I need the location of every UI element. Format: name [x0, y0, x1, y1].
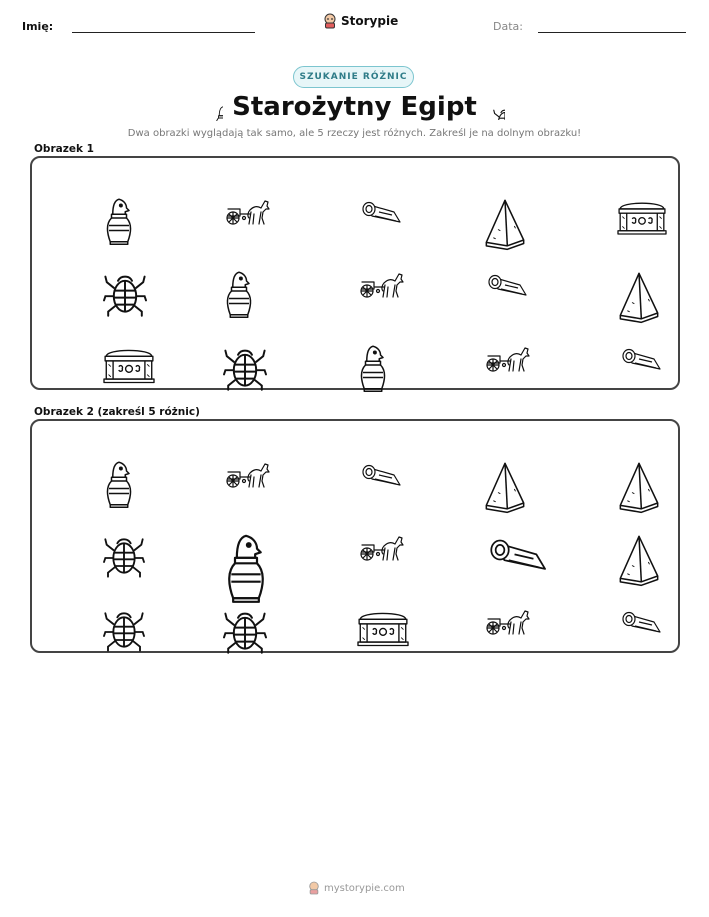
- chariot-icon[interactable]: [460, 328, 508, 362]
- canopic-jar-icon[interactable]: [89, 174, 119, 222]
- storypie-mascot-icon: [308, 881, 320, 895]
- date-label: Data:: [493, 20, 523, 33]
- scarab-icon[interactable]: [84, 585, 124, 631]
- footer-url[interactable]: mystorypie.com: [324, 882, 405, 894]
- scarab-icon[interactable]: [84, 511, 124, 557]
- chariot-icon[interactable]: [334, 254, 382, 288]
- chariot-icon[interactable]: [200, 181, 248, 215]
- picture2-panel: [30, 419, 680, 653]
- canopic-jar-icon[interactable]: [89, 437, 119, 485]
- canopic-jar-icon[interactable]: [209, 247, 239, 295]
- treasure-chest-icon[interactable]: [79, 326, 129, 364]
- scarab-icon[interactable]: [203, 584, 245, 632]
- pyramid-icon[interactable]: [597, 243, 639, 300]
- pyramid-icon[interactable]: [597, 506, 639, 563]
- name-label: Imię:: [22, 20, 54, 33]
- brand-name: Storypie: [341, 14, 399, 28]
- footer: [308, 881, 405, 895]
- name-line[interactable]: [72, 32, 255, 33]
- activity-badge: SZUKANIE RÓŻNIC: [293, 66, 414, 88]
- brand-logo: [323, 13, 398, 29]
- picture2-label: Obrazek 2 (zakreśl 5 różnic): [34, 406, 200, 418]
- date-line[interactable]: [538, 32, 686, 33]
- chariot-icon[interactable]: [334, 517, 382, 551]
- storypie-mascot-icon: [323, 13, 337, 29]
- scroll-icon[interactable]: [452, 512, 516, 556]
- scroll-icon[interactable]: [596, 593, 640, 623]
- treasure-chest-icon[interactable]: [333, 589, 383, 627]
- scroll-icon[interactable]: [462, 256, 506, 286]
- picture1-label: Obrazek 1: [34, 143, 94, 155]
- scroll-icon[interactable]: [336, 183, 380, 213]
- scroll-icon[interactable]: [336, 446, 380, 476]
- scarab-icon[interactable]: [83, 247, 125, 295]
- pyramid-icon[interactable]: [463, 433, 505, 490]
- canopic-jar-icon[interactable]: [343, 321, 373, 369]
- picture1-panel: [30, 156, 680, 390]
- canopic-jar-icon[interactable]: [202, 499, 246, 569]
- scroll-icon[interactable]: [596, 330, 640, 360]
- pyramid-icon[interactable]: [463, 170, 505, 227]
- chariot-icon[interactable]: [460, 591, 508, 625]
- pyramid-icon[interactable]: [597, 433, 639, 490]
- treasure-chest-icon[interactable]: [594, 180, 642, 216]
- title-scarab-icon: [481, 94, 505, 124]
- scarab-icon[interactable]: [203, 321, 245, 369]
- chariot-icon[interactable]: [200, 444, 248, 478]
- page-title: Starożytny Egipt: [232, 92, 477, 122]
- instructions: Dwa obrazki wyglądają tak samo, ale 5 rzeczy jest różnych. Zakreśl je na dolnym obrazku!: [127, 128, 582, 139]
